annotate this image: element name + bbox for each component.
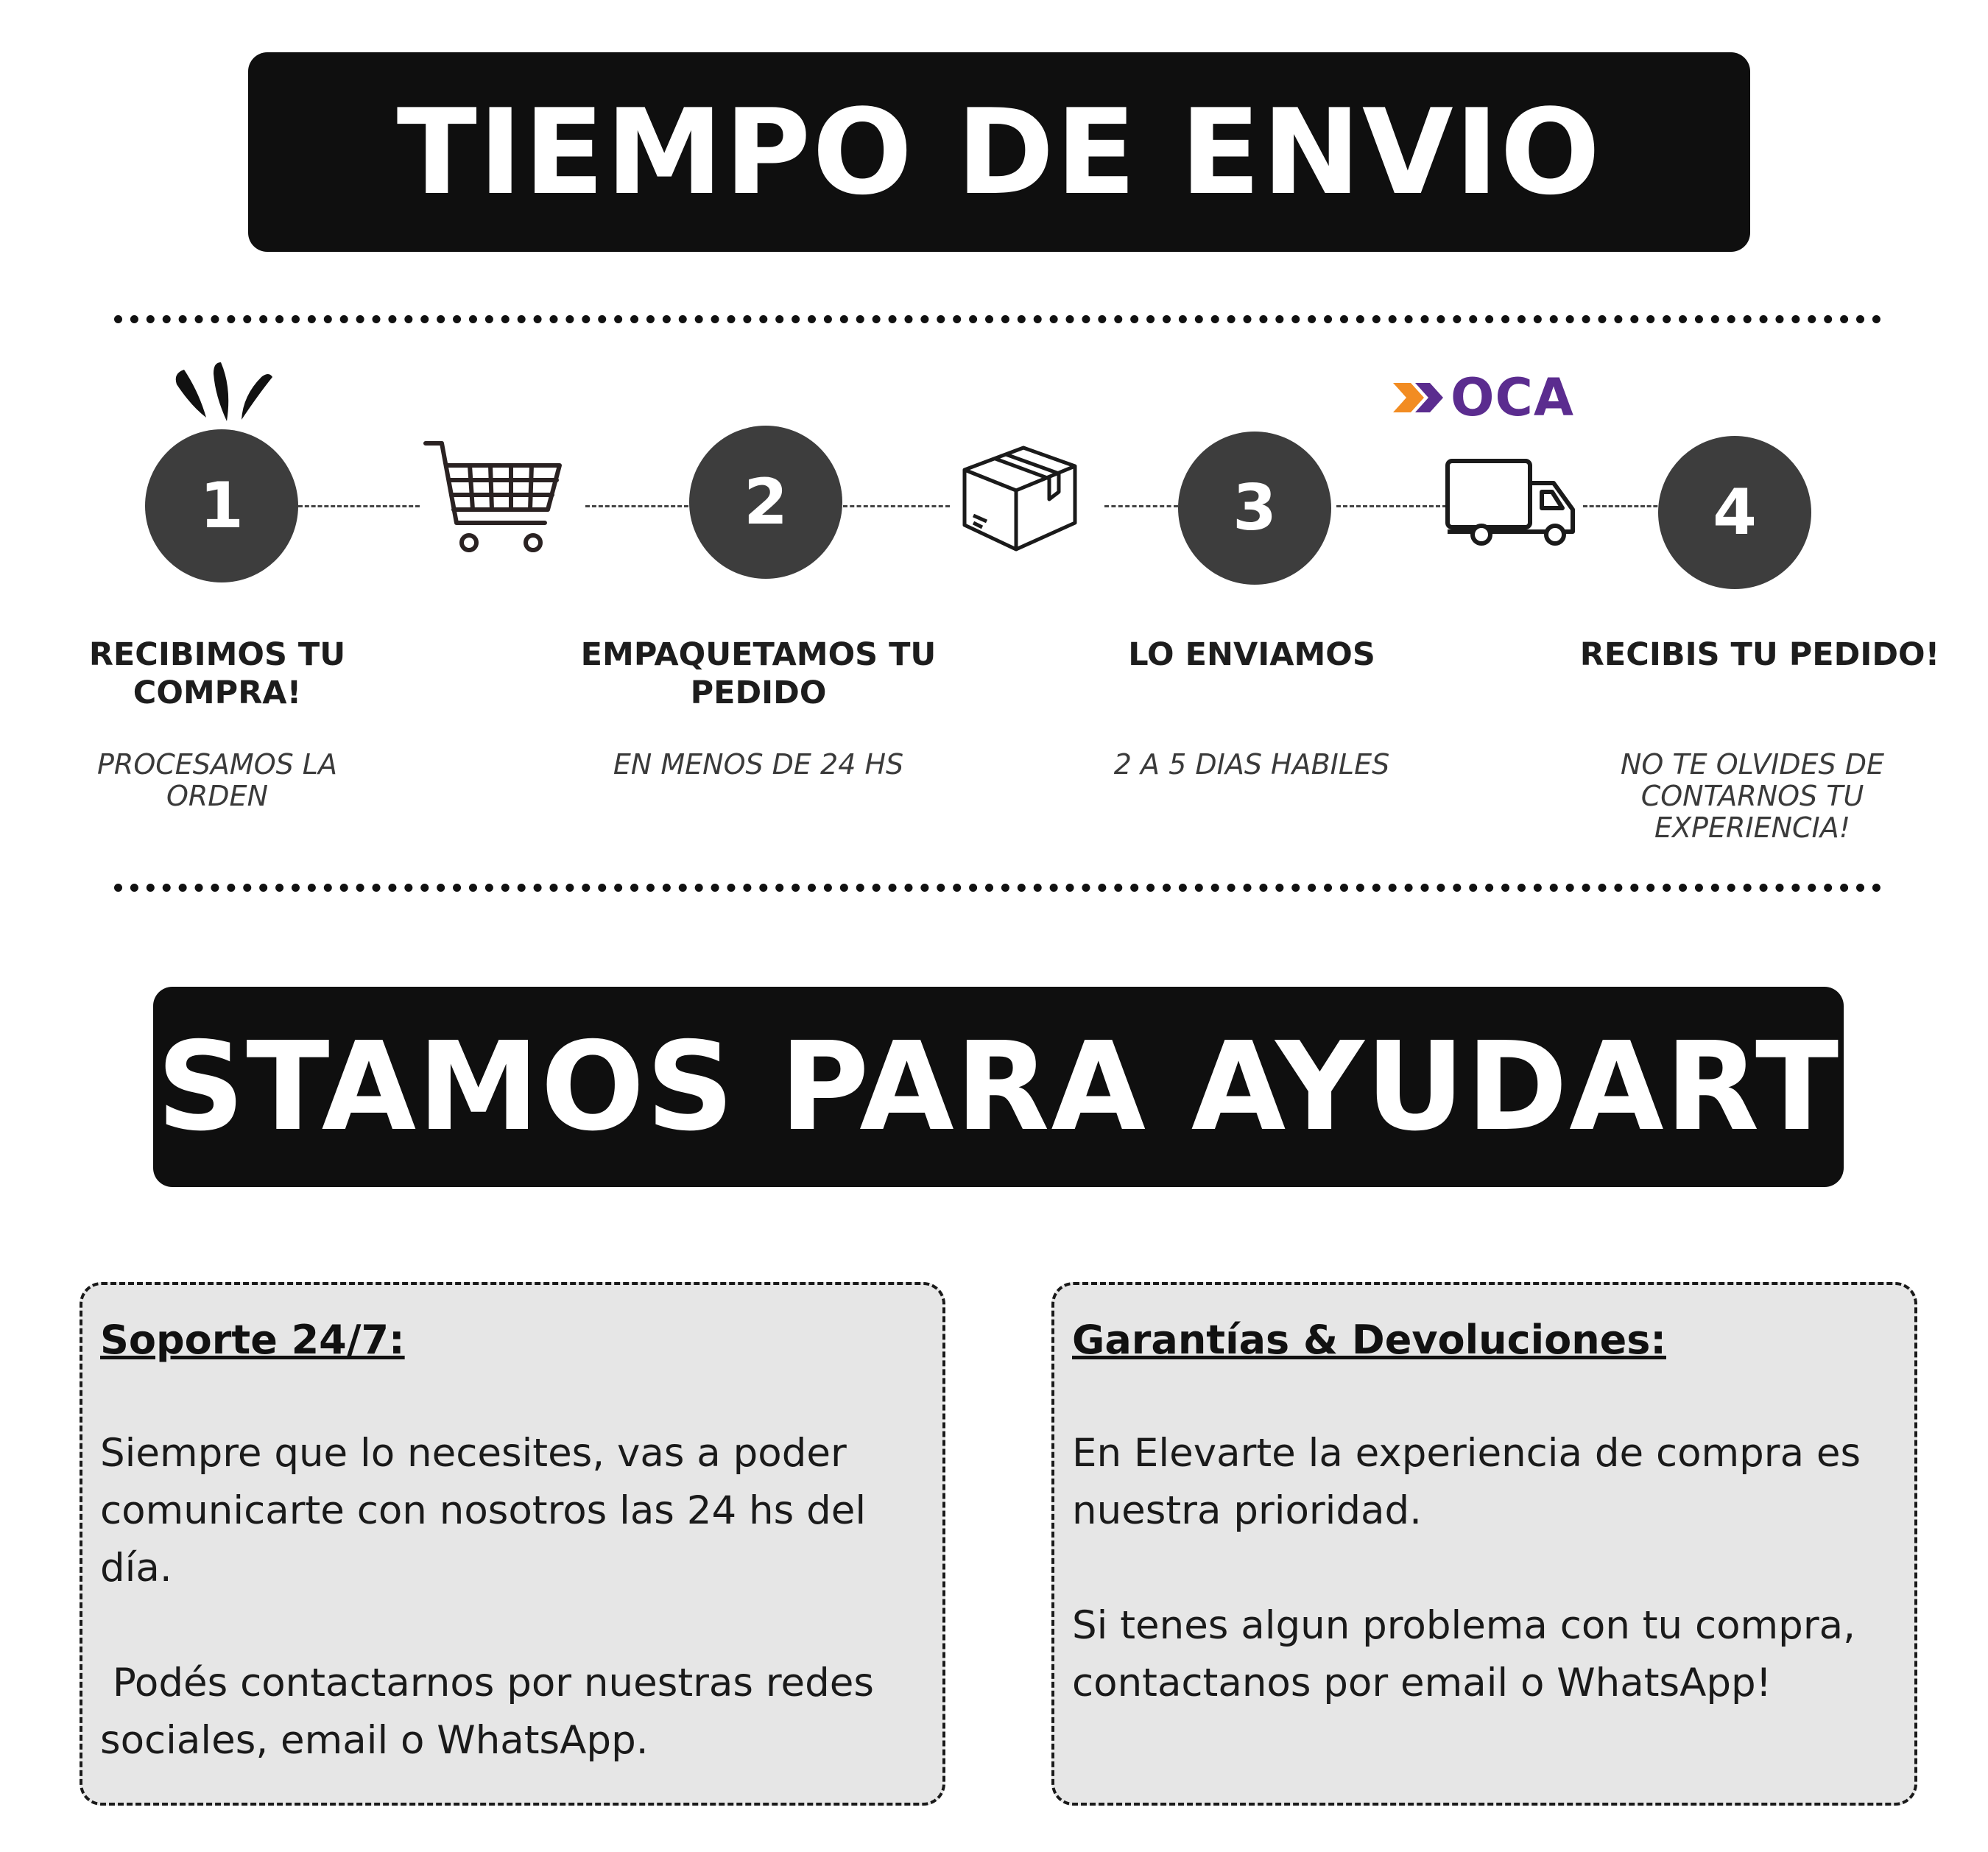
dotted-divider-bottom [114,884,1881,892]
step-2-title: EMPAQUETAMOS TU PEDIDO [580,636,937,711]
support-card-paragraph-1: Siempre que lo necesites, vas a poder comunicarte con nosotros las 24 hs del día. [100,1431,878,1591]
support-card-title: Soporte 24/7: [100,1317,405,1363]
step-connector [585,505,688,507]
step-connector [298,505,420,507]
step-connector [1104,505,1178,507]
warranty-card-paragraph-1: En Elevarte la experiencia de compra es nuestra prioridad. [1072,1431,1873,1533]
step-4-subtitle: NO TE OLVIDES DE CONTARNOS TU EXPERIENCIA! [1621,748,1884,844]
support-card-paragraph-2: Podés contactarnos por nuestras redes sociales, email o WhatsApp. [100,1661,887,1763]
dotted-divider-top [114,315,1881,323]
step-1-title: RECIBIMOS TU COMPRA! [88,636,346,711]
warranty-card-paragraph-2: Si tenes algun problema con tu compra, contactanos por email o WhatsApp! [1072,1603,1868,1705]
warranty-card [1051,1282,1917,1806]
step-3-subtitle: 2 A 5 DIAS HABILES [1113,748,1390,781]
step-1-number: 1 [200,469,244,543]
box-icon [957,433,1082,558]
truck-icon [1443,457,1579,552]
sparkle-icon [169,355,280,429]
step-connector [1583,505,1664,507]
step-2-circle [689,426,842,579]
warranty-card-title: Garantías & Devoluciones: [1072,1317,1666,1363]
step-connector [843,505,950,507]
step-3-title: LO ENVIAMOS [1128,636,1375,673]
shipping-time-title: TIEMPO DE ENVIO [396,83,1602,221]
step-1-subtitle: PROCESAMOS LA ORDEN [97,748,337,812]
step-4-number: 4 [1713,476,1757,549]
step-3-number: 3 [1233,471,1277,545]
cart-icon [421,436,568,561]
oca-logo-text: OCA [1451,367,1575,428]
step-connector [1336,505,1447,507]
help-title: ESTAMOS PARA AYUDARTE [71,1015,1925,1158]
step-1-circle [145,429,298,582]
shipping-time-banner [248,52,1750,252]
help-banner [71,987,1925,1187]
step-3-circle [1178,432,1331,585]
support-card [80,1282,945,1806]
step-2-subtitle: EN MENOS DE 24 HS [613,748,904,781]
step-4-title: RECIBIS TU PEDIDO! [1579,636,1940,673]
step-4-circle [1658,436,1811,589]
step-2-number: 2 [744,465,788,539]
